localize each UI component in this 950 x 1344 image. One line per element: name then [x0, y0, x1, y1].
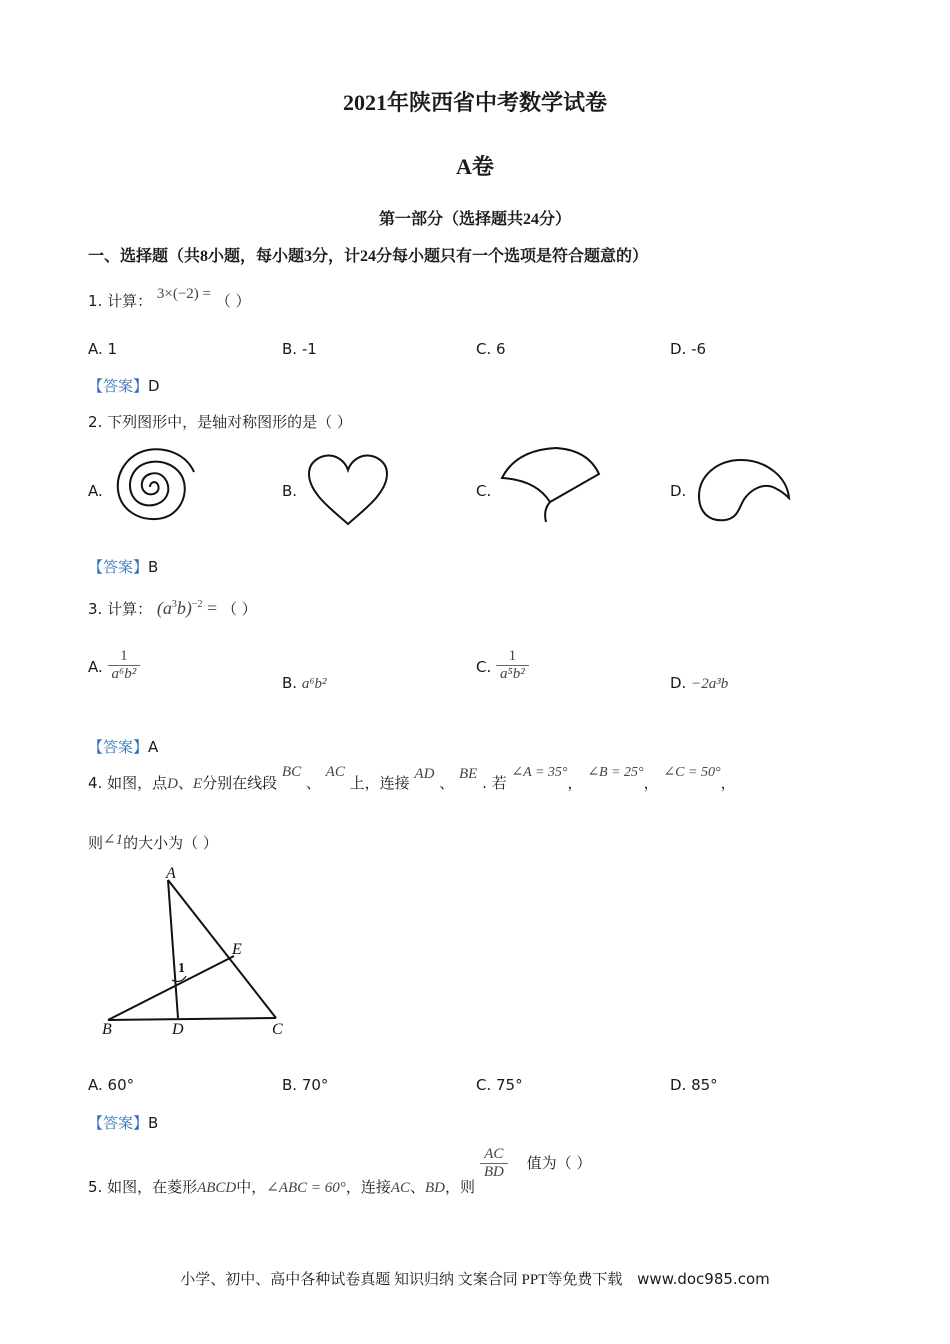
q1-option-a: A. 1 — [88, 340, 118, 358]
q1-option-d: D. -6 — [670, 340, 707, 358]
q3-prefix: 3. 计算： — [88, 600, 153, 618]
paper-subtitle: A卷 — [456, 154, 494, 179]
heart-icon — [305, 452, 391, 528]
q4-answer-value: B — [148, 1114, 159, 1132]
label-D: D — [172, 1021, 184, 1038]
question-2: 2. 下列图形中，是轴对称图形的是（ ） — [88, 413, 352, 431]
question-5: 5. 如图，在菱形ABCD中，∠ABC = 60°，连接AC、BD，则 $\frac{AC}{BD}$ 值为（ ） — [88, 1146, 592, 1196]
page-title: 2021年陕西省中考数学试卷 — [342, 90, 607, 115]
q3-option-c: C. $\frac{1}{\text{a⁵b²}}$ — [476, 648, 529, 683]
answer-tag: 【答案】 — [88, 558, 149, 576]
q2-label-c: C. — [476, 482, 492, 500]
question-4-line-1: 4. 如图，点D、E分别在线段 BC 、 AC 上，连接 AD 、 BE . 若 ∠A = 35°， ∠B = 25°， ∠C = 50°， — [88, 764, 736, 792]
question-3 — [88, 598, 257, 619]
q3-option-d: D. −2a³b — [670, 674, 729, 692]
q1-prefix: 1. 计算： — [88, 292, 153, 310]
label-B: B — [102, 1021, 112, 1038]
q3-option-a-fraction: $\frac{1}{\text{a⁶b²}}$ — [108, 648, 141, 683]
q3-answer-value: A — [148, 738, 159, 756]
label-A: A — [166, 865, 176, 882]
answer-tag: 【答案】 — [88, 1114, 149, 1132]
q4-option-d: D. 85° — [670, 1076, 718, 1094]
q2-answer-value: B — [148, 558, 159, 576]
q3-expression: $(a^3b)^{-2}$ = — [156, 598, 218, 618]
q4-option-b: B. 70° — [282, 1076, 329, 1094]
q2-answer — [88, 556, 158, 577]
q2-label-b: B. — [282, 482, 298, 500]
q4-answer — [88, 1112, 158, 1133]
q2-label-d: D. — [670, 482, 687, 500]
q3-suffix: （ ） — [221, 600, 257, 618]
footer-text: 小学、初中、高中各种试卷真题 知识归纳 文案合同 PPT等免费下载 — [180, 1272, 623, 1288]
comma-curve-icon — [695, 454, 795, 526]
q1-option-c: C. 6 — [476, 340, 506, 358]
part-heading: 第一部分（选择题共24分） — [378, 211, 571, 228]
answer-tag: 【答案】 — [88, 738, 149, 756]
q5-fraction: $\frac{AC}{BD}$ — [480, 1146, 508, 1181]
question-1 — [88, 286, 251, 311]
q1-answer — [88, 375, 160, 396]
q1-expression: 3×(−2) = — [156, 286, 211, 302]
q4-option-a: A. 60° — [88, 1076, 135, 1094]
spiral-icon — [110, 442, 205, 527]
answer-tag: 【答案】 — [88, 377, 149, 395]
triangle-figure — [96, 862, 306, 1042]
label-1: 1 — [178, 961, 185, 976]
q1-option-b: B. -1 — [282, 340, 317, 358]
q4-option-c: C. 75° — [476, 1076, 523, 1094]
section-heading: 一、选择题（共8小题，每小题3分，计24分每小题只有一个选项是符合题意的） — [88, 248, 649, 265]
q3-option-a: A. $\frac{1}{\text{a⁶b²}}$ — [88, 648, 140, 683]
q1-answer-value: D — [148, 377, 160, 395]
q3-option-b: B. a⁶b² — [282, 674, 327, 692]
footer — [0, 1268, 950, 1289]
footer-url[interactable]: www.doc985.com — [637, 1270, 770, 1288]
question-4-line-2: 则∠1的大小为（ ） — [88, 832, 218, 852]
label-C: C — [272, 1021, 283, 1038]
q1-suffix: （ ） — [215, 292, 251, 310]
q3-option-c-fraction: $\frac{1}{\text{a⁵b²}}$ — [496, 648, 529, 683]
fan-icon — [498, 444, 603, 526]
label-E: E — [232, 941, 242, 958]
q2-label-a: A. — [88, 482, 103, 500]
q3-answer — [88, 736, 158, 757]
